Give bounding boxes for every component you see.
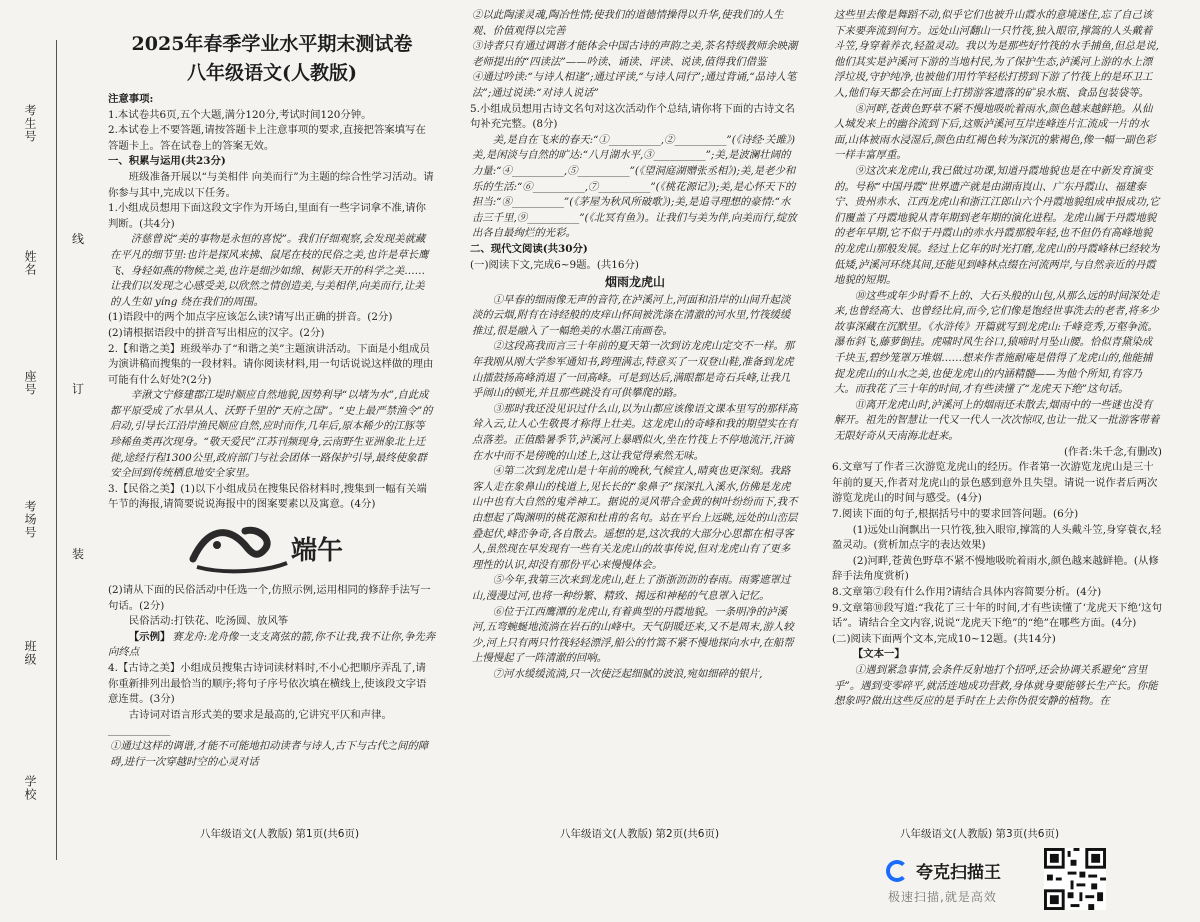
question-3-options: 民俗活动:打铁花、吃汤圆、放风筝 — [128, 615, 289, 628]
question-1-sub: (2)请根据语段中的拼音写出相应的汉字。(2分) — [108, 326, 325, 339]
label-kaochanghao: 考场号 — [23, 500, 37, 539]
scanner-slogan: 极速扫描,就是高效 — [888, 890, 997, 904]
notes-heading: 注意事项: — [108, 93, 154, 105]
text-1-paragraph: ①遇到紧急事情,会条件反射地打个招呼,还会协调关系避免“宫里乎”。遇到变零碎平,就活连地成功营救,身体就身要能够长生产长。你能想象吗?做出这些反应的是手时在上去你伪很安静的植物。在 — [834, 663, 1158, 708]
article-author: (作者:朱千念,有删改) — [1063, 445, 1162, 458]
section-1-heading: 一、积累与运用(共23分) — [108, 155, 226, 168]
question-3-sub: (2)请从下面的民俗活动中任选一个,仿照示例,运用相同的修辞手法写一句话。(2分) — [108, 584, 431, 612]
label-kaoshenghao: 考生号 — [23, 104, 37, 143]
article-paragraph: ⑦河水缓缓流淌,只一次使泛起细腻的波浪,宛如细碎的银片, — [492, 667, 763, 680]
exam-subtitle: 八年级语文(人教版) — [187, 62, 357, 84]
article-title: 烟雨龙虎山 — [604, 275, 665, 290]
page-3-column — [832, 8, 1162, 798]
binding-margin — [8, 40, 100, 860]
question-3: 3.【民俗之美】(1)以下小组成员在搜集民俗材料时,搜集到一幅有关端午节的海报,请简要说说海报中的图案要素以及寓意。(4分) — [108, 482, 427, 511]
article-paragraph: ⑥位于江西鹰潭的龙虎山,有着典型的丹霞地貌。一条明净的泸溪河,五弯蜿蜒地流淌在岩石的山峰中。天气阴暖还来,又不是周末,游人较少,河上只有两只竹筏轻轻漂浮,船公的竹篙不紧不慢地探向水中,在船帮上慢慢起了一阵清澈的回响。 — [472, 605, 794, 665]
scanner-watermark — [880, 848, 1110, 914]
bind-word-xian-top: 线 — [72, 232, 85, 246]
reading-1-heading: (一)阅读下文,完成6~9题。(共16分) — [470, 258, 639, 271]
article-paragraph: ⑪离开龙虎山时,泸溪河上的烟雨还未散去,烟雨中的一些谜也没有解开。祖先的智慧让一代又一代人一次次惊叹,也让一批又一批游客带着无限好奇从天南海北赶来。 — [834, 398, 1160, 443]
question-5: 5.小组成员想用古诗文名句对这次活动作个总结,请你将下面的古诗文名句补充完整。(8分) — [470, 102, 795, 131]
question-2-passage: 辛湫文宁修建郡江堤时顺应自然地貌,因势利导“以堵为水”,自此成都平原受成了水旱从人、沃野千里的“天府之国”。“史上最严禁渔令”的启动,引导长江沿岸渔民顺应自然,应时而作,几年后,原本稀少的江豚等珍稀鱼类再次现身。“敬天爱民”江苏刊频现身,云南野生亚洲象北上迁徙,途经行程1300公里,政府部门与社会团体一路保护引导,最终使象群安全回到传统栖息地安全家里。 — [110, 389, 433, 480]
label-xuexiao: 学校 — [23, 775, 37, 801]
section-2-heading: 二、现代文阅读(共30分) — [470, 242, 588, 255]
question-2: 2.【和谐之美】班级举办了“和谐之美”主题演讲活动。下面是小组成员为演讲稿而搜集的一段材料。请你阅读材料,用一句话说说这样做的理由可能有什么好处?(2分) — [108, 342, 434, 386]
question-7-sub: (2)河畔,苍黄色野草不紧不慢地吸吮着雨水,颜色越来越鲜艳。(从修辞手法角度赏析) — [832, 554, 1159, 583]
quark-logo-icon — [886, 860, 908, 882]
example-text: 赛龙舟:龙舟像一支支离弦的箭,你不让我,我不让你,争先奔向终点 — [108, 630, 436, 659]
exam-title: 2025年春季学业水平期末测试卷 — [131, 33, 413, 55]
reading-2-heading: (二)阅读下面两个文本,完成10~12题。(共14分) — [832, 632, 1056, 645]
page-1-column — [108, 8, 436, 798]
question-1-passage: 济慈曾说“美的事物是永恒的喜悦”。我们仔细观察,会发现美就藏在平凡的细节里:也许是探风来拂、鼠尾在枝的民俗之美,也许是草长鹰飞、身轻如燕的物候之美,也许是细沙如绵、树影天开的科学之美……让我们以发现之心感受美,以欣然之情创造美,与美相伴,向美而行,让美的人生如 yíng 绕在我们的周围。 — [110, 233, 429, 308]
scanner-app-name: 夸克扫描王 — [916, 863, 1001, 883]
page-1-footer: 八年级语文(人教版) 第1页(共6页) — [200, 828, 360, 840]
question-4-item: ②以此陶漾灵魂,陶冶性情;使我们的道德情操得以升华,使我们的人生观、价值观得以完善 — [472, 9, 784, 37]
question-4: 4.【古诗之美】小组成员搜集古诗词读材料时,不小心把顺序弄乱了,请你重新排列出最恰当的顺序;将句子序号依次填在横线上,使该段文字语意连贯。(3分) — [108, 662, 427, 706]
article-paragraph: 这些里去像是舞蹈不动,似乎它们也被升山霞水的意境迷住,忘了自己该下来要奔流到何方。远处山河翻山一只竹筏,独入眼帘,撑篙的人头戴着斗笠,身穿着养衣,轻盈灵动。我以为是那些好竹筏的水手捕鱼,但总是说,他们其实是泸溪河下游的当地村民,为了保护生态,泸溪河上游的水上漂浮垃圾,守护纯净,也被他们用竹竿轻松打捞到下游了竹筏上的是环卫工人,他们每天都会在河面上打捞游客遗落的矿泉水瓶、食品包装袋等。 — [834, 9, 1159, 99]
question-4-item: ④通过吟读:“与诗人相逢”;通过评读,“与诗人同行”;通过背诵,“品诗人笔法”;通过说读:“对诗人说话” — [472, 71, 797, 99]
page-2-column — [470, 8, 800, 798]
article-paragraph: ⑧河畔,苍黄色野草不紧不慢地吸吮着雨水,颜色越来越鲜艳。从仙人城发来上的幽谷流到下后,这贩泸溪河互岸连峰连片汇流成一片的水面,山体被雨水浸湿后,颜色由红褐色转为深沉的紫褐色,像一幅一副色彩一样丰富厚重。 — [834, 102, 1156, 162]
qr-code-icon — [1044, 848, 1106, 910]
article-paragraph: ②这段高我而言三十年前的夏天第一次到访龙虎山定交不一样。那年我刚从刚大学参军通知书,跨理满志,特意买了一双登山鞋,准备到龙虎山擂鼓扬高峰消退了一回高峰。可是到达后,满眼都是奇石兵峰,让我几乎闹山的顿光,并且那些跳没有可供攀爬的路。 — [472, 340, 795, 400]
page-3-footer: 八年级语文(人教版) 第3页(共6页) — [900, 828, 1060, 840]
section-1-intro: 班级准备开展以“与美相伴 向美而行”为主题的综合性学习活动。请你参与其中,完成以下任务。 — [108, 170, 434, 199]
duanwu-poster-image — [187, 519, 357, 577]
question-5-passage: 美,是自在飞来的春天:“①__________,②__________”(《诗经·关雎》)美,是闲淡与自然的旷达:“八月湖水平,③__________”;美,是波澜壮阔的力量:“④__________,⑤__________”(《望洞庭湖赠张丞相》);美,是老少和乐的生活:“⑥__________,⑦__________”(《桃花源记》);美,是心怀天下的担当:“⑧__________”(《茅屋为秋风所破歌》);美,是追寻理想的豪情:“水击三千里,⑨__________”(《北冥有鱼》)。让我们与美为伴,向美而行,绽放出各自最绚烂的光彩。 — [472, 133, 797, 240]
question-4-item: ①通过这样的调谐,才能不可能地扣动读者与诗人,古下与古代之间的障碍,进行一次穿越时空的心灵对话 — [110, 739, 429, 768]
label-xingming: 姓名 — [23, 250, 37, 276]
bind-word-zhuang: 装 — [72, 547, 85, 561]
article-paragraph: ④第二次到龙虎山是十年前的晚秋,气候宜人,晴爽也更深刻。我路客人走在象鼻山的栈道上,见长长的“象鼻子”探深扎入溪水,仿佛是龙虎山中也有大自然的鬼斧神工。据说的灵风带合金黄的树叶纷纷而下,我不由想起了陶渊明的桃花源和杜甫的名句。站在平台上远眺,远处的山峦层叠起伏,峰峦争奇,各自散去。遥想的是,这次我的大部分心思都在相寻客人,虽然现在早发现有一些有关龙虎山的故事传说,但对龙虎山有了更多理性的认识,却没有那份平心来慢慢体会。 — [472, 465, 798, 571]
question-1-sub: (1)语段中的两个加点字应该怎么读?请写出正确的拼音。(2分) — [108, 311, 393, 324]
article-paragraph: ⑤今年,我第三次来到龙虎山,赶上了浙浙沥沥的春雨。雨雾遮罩过山,漫漫过河,也将一种纷繁、精致、揭远和神秘的气息罩入记忆。 — [472, 574, 791, 602]
label-zuohao: 座号 — [23, 370, 37, 396]
example-label: 【示例】 — [128, 630, 171, 643]
question-7: 7.阅读下面的句子,根据括号中的要求回答问题。(6分) — [832, 508, 1079, 520]
question-9: 9.文章第⑩段写道:“我花了三十年的时间,才有些读懂了‘龙虎天下绝’这句话”。请结合全文内容,说说“龙虎天下绝”的“绝”在哪些方面。(4分) — [832, 601, 1162, 630]
text-1-label: 【文本一】 — [852, 648, 905, 661]
dragon-boat-icon — [187, 519, 357, 577]
question-4-lead: 古诗词对语言形式美的要求是最高的,它讲究平仄和声律。 — [128, 708, 392, 721]
binding-line — [56, 40, 57, 860]
question-1: 1.小组成员想用下面这段文字作为开场白,里面有一些字词拿不准,请你判断。(共4分) — [108, 202, 426, 230]
article-paragraph: ③那时我还没见识过什么山,以为山都应该像语文课本里写的那样高耸入云,让人心生敬畏才称得上壮美。这龙虎山的奇峰和我的期望实在有点落差。正值酷暑季节,泸溪河上暴晒似火,坐在竹筏上不停地流汗,汗滴在水中而不是傍晚的山述上,这让我觉得索然无味。 — [472, 402, 798, 462]
note-item: 1.本试卷共6页,五个大题,满分120分,考试时间120分钟。 — [108, 108, 372, 121]
page-2-footer: 八年级语文(人教版) 第2页(共6页) — [560, 828, 720, 840]
article-paragraph: ①早春的细雨像无声的音符,在泸溪河上,河面和沿岸的山间升起淡淡的云烟,附有在诗经般的皮痒山怀间被洗涤在清澈的河水里,竹筏缓缓推过,很是融入了一幅绝美的水墨江南画卷。 — [472, 293, 791, 337]
question-7-sub: (1)远处山涧飘出一只竹筏,独入眼帘,撑篙的人头戴斗笠,身穿蓑衣,轻盈灵动。(赏析加点字的表达效果) — [832, 523, 1162, 552]
article-paragraph: ⑨这次来龙虎山,我已做过功课,知道丹霞地貌也是在中新发育演变的。号称“中国丹霞”世界遗产就是由湖南崀山、广东丹霞山、福建泰宁、贵州赤水、江西龙虎山和浙江江郎山六个丹霞地貌组成申报成功,它们覆盖了丹霞地貌从青年期到老年期的演化进程。龙虎山属于丹霞地貌的老年早期,它不似于丹霞山的赤水丹霞那般年轻,也不但仍有高峰地貌的龙虎山那般发展。经过上亿年的时光打磨,龙虎山的丹霞峰林已经较为低矮,泸溪河环绕其间,还能见到峰林点缀在河流两岸,与自然亲近的丹霞地貌的短期。 — [834, 164, 1160, 287]
question-6: 6.文章写了作者三次游览龙虎山的经历。作者第一次游览龙虎山是三十年前的夏天,作者对龙虎山的景色感到意外且失望。请说一说作者后两次游览龙虎山的时间与感受。(4分) — [832, 461, 1158, 505]
article-paragraph: ⑩这些或年少时看不上的、大石头般的山包,从那么远的时间深处走来,也曾经高大、也曾经比肩,而今,它们像是饱经世事洗去的老者,将多少故事深藏在沉默里。《水浒传》开篇就写到龙虎山:千峰竞秀,万壑争流。瀑布斜飞,藤萝倒挂。虎啸时风生谷口,猿啼时月坠山腰。恰似青黛染成千块玉,碧纱笼罩万堆烟……想来作者施耐庵是借得了龙虎山的,他能捕捉龙虎山的山水之美,也使龙虎山的内涵精髓——为他个所知,有容乃大。而我花了三十年的时间,才有些读懂了“龙虎天下绝”这句话。 — [834, 289, 1160, 396]
question-4-item: ③诗者只有通过调谐才能体会中国古诗的声韵之美,茶名特级教师余映潮老师提出的“四读法”——吟读、诵读、评读、说读,值得我们借鉴 — [472, 40, 798, 68]
bind-word-ding: 订 — [72, 382, 85, 396]
note-item: 2.本试卷上不要答题,请按答题卡上注意事项的要求,直接把答案填写在答题卡上。答在试卷上的答案无效。 — [108, 124, 426, 152]
label-banji: 班级 — [23, 640, 37, 666]
answer-blank: ____________ — [108, 724, 171, 737]
question-8: 8.文章第⑦段有什么作用?请结合具体内容简要分析。(4分) — [832, 585, 1102, 598]
logo-text: 端午 — [291, 536, 344, 567]
